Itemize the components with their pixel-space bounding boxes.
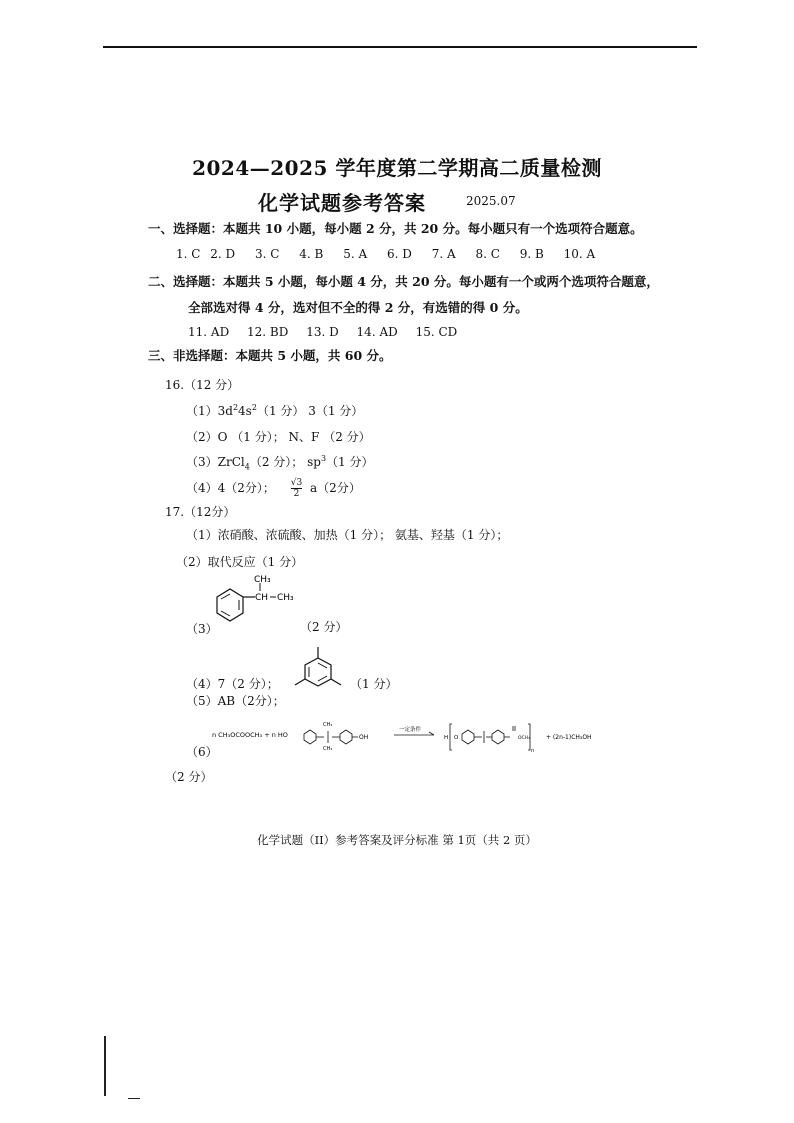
section1-answers — [176, 247, 595, 261]
answer-item: 7. A — [431, 247, 456, 261]
q17-answer-3-score: （2 分） — [300, 620, 348, 634]
answer-item: 14. AD — [356, 325, 398, 339]
q17-answer-5: （5）AB（2分）； — [186, 694, 285, 708]
q17-answer-1: （1）浓硝酸、浓硫酸、加热（1 分）； 氨基、羟基（1 分）； — [186, 528, 509, 542]
q17-title: 17.（12分） — [165, 505, 236, 519]
q16-a1-prefix: （1）3d — [186, 404, 233, 418]
mesitylene-structure — [288, 638, 348, 698]
cumene-structure — [205, 575, 315, 635]
answer-item: 15. CD — [415, 325, 458, 339]
answer-item: 12. BD — [247, 325, 289, 339]
answer-item: 10. A — [563, 247, 596, 261]
scan-edge-mark — [104, 1036, 106, 1096]
ch3-label: CH₃ — [254, 575, 271, 585]
answer-item: 5. A — [343, 247, 368, 261]
answer-item: 8. C — [475, 247, 500, 261]
benzene-ring — [304, 730, 316, 744]
q16-a4-prefix: （4）4（2分）； — [186, 481, 275, 495]
fraction-denominator: 2 — [293, 489, 300, 499]
q16-a1-mid: 4s — [238, 404, 252, 418]
q16-a1-sup2: 2 — [251, 403, 257, 412]
answer-item: 3. C — [255, 247, 280, 261]
q17-answer-2: （2）取代反应（1 分） — [176, 555, 304, 569]
top-rule — [103, 46, 697, 48]
ch3-label: CH₃ — [323, 746, 333, 752]
q17-answer-3-label: （3） — [186, 622, 218, 636]
q16-a3-sup: 3 — [320, 454, 327, 463]
reactant-label: n CH₃OCOOCH₃ + n HO — [212, 731, 288, 739]
section1-heading: 一、选择题：本题共 10 小题，每小题 2 分，共 20 分。每小题只有一个选项符合题意。 — [148, 221, 643, 236]
q16-a4-tail: a（2分） — [310, 481, 361, 495]
q16-answer-4 — [186, 478, 361, 499]
answer-item: 1. C — [176, 247, 201, 261]
section2-answers — [188, 325, 457, 339]
q17-answer-6-score: （2 分） — [165, 770, 213, 784]
answer-item: 4. B — [299, 247, 324, 261]
section3-heading: 三、非选择题：本题共 5 小题，共 60 分。 — [148, 348, 392, 363]
q17-answer-4-label: （4）7（2 分）； — [186, 677, 279, 691]
product-h: H — [444, 735, 449, 741]
q16-a3-prefix: （3）ZrCl — [186, 455, 245, 469]
q16-title: 16.（12 分） — [165, 378, 240, 392]
q16-a3-mid: （2 分）； sp — [249, 455, 321, 469]
q16-a3-tail: （1 分） — [326, 455, 374, 469]
ch3-label: CH₃ — [323, 722, 333, 728]
q16-answer-3 — [186, 453, 373, 471]
ch3-label: CH₃ — [277, 593, 294, 603]
answer-item: 13. D — [306, 325, 339, 339]
fraction — [291, 478, 302, 499]
answer-item: 2. D — [210, 247, 236, 261]
q16-answer-2: （2）O （1 分）； N、F （2 分） — [186, 430, 371, 444]
oh-label: OH — [359, 734, 369, 741]
page-subtitle: 化学试题参考答案 — [258, 191, 426, 215]
q16-a3-sub: 4 — [244, 462, 250, 472]
fraction-numerator: √3 — [290, 478, 303, 488]
page-footer: 化学试题（II）参考答案及评分标准 第 1页（共 2 页） — [257, 833, 537, 847]
scan-edge-mark — [128, 1098, 140, 1099]
reaction-condition: 一定条件 — [399, 727, 422, 733]
benzene-ring — [492, 730, 504, 744]
benzene-ring — [462, 730, 474, 744]
benzene-ring — [340, 730, 352, 744]
q16-answer-1 — [186, 402, 363, 419]
polycarbonate-reaction — [212, 712, 612, 758]
document-date: 2025.07 — [466, 194, 516, 208]
section2-heading-line2: 全部选对得 4 分，选对但不全的得 2 分，有选错的得 0 分。 — [188, 300, 528, 315]
product-o: O — [454, 735, 459, 741]
q17-answer-6-label: （6） — [186, 745, 218, 759]
q16-a1-sup1: 2 — [232, 403, 239, 412]
q16-a1-tail: （1 分） 3（1 分） — [256, 404, 364, 418]
ch-label: CH — [255, 593, 269, 603]
byproduct: + (2n-1)CH₃OH — [546, 734, 592, 741]
q17-answer-4-score: （1 分） — [350, 677, 398, 691]
section2-heading-line1: 二、选择题：本题共 5 小题，每小题 4 分，共 20 分。每小题有一个或两个选项符合题意， — [148, 274, 659, 289]
product-och3: OCH₃ — [518, 736, 530, 741]
answer-item: 11. AD — [188, 325, 230, 339]
product-n: n — [531, 748, 535, 754]
page-title: 2024—2025 学年度第二学期高二质量检测 — [192, 156, 602, 180]
answer-item: 6. D — [386, 247, 412, 261]
answer-item: 9. B — [519, 247, 544, 261]
